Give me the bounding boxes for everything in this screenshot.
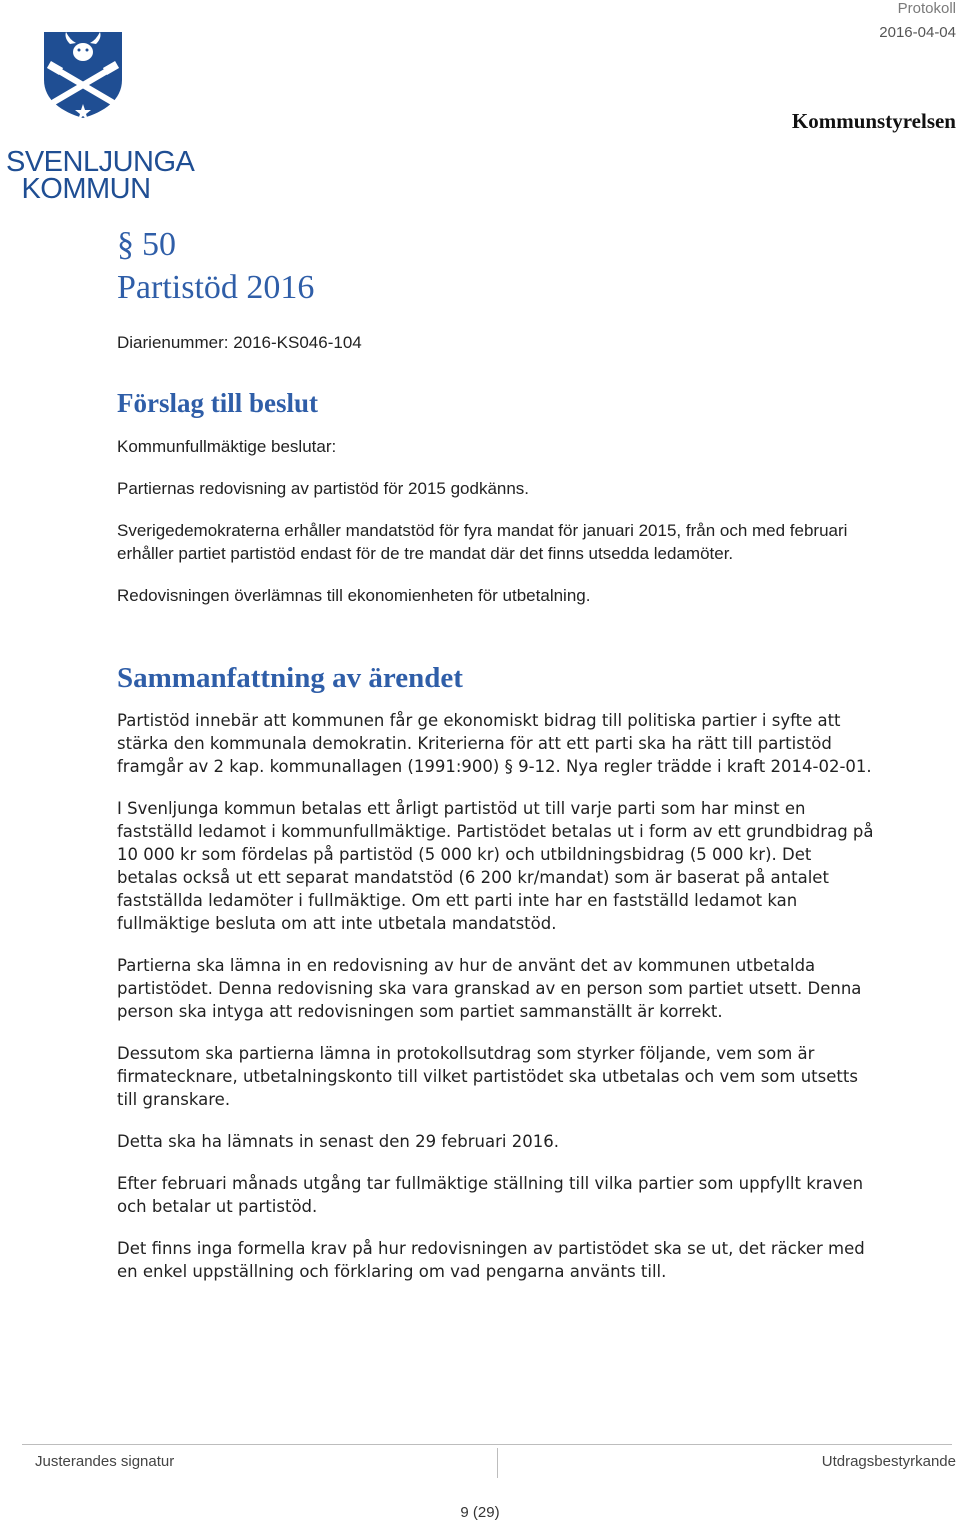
forslag-paragraph: Kommunfullmäktige beslutar: bbox=[117, 437, 337, 456]
sammanfattning-paragraph: I Svenljunga kommun betalas ett årligt partistöd ut till varje parti som har minst en fastställd ledamot i kommunfullmäktige. Partistödet betalas ut i form av ett grundbidrag på 10 000 kr som fördelas på partistöd (5 000 kr) och utbildningsbidrag (5 000 kr). Det betalas också ut ett separat mandatstöd (6 200 kr/mandat) som är baserat på antalet fastställda ledamöter i fullmäktige. Om ett parti inte har en fastställd ledamot kan fullmäktige besluta om att inte utbetala mandatstöd. bbox=[117, 799, 874, 933]
document-date: 2016-04-04 bbox=[879, 24, 956, 41]
sammanfattning-body bbox=[117, 709, 877, 1302]
sammanfattning-paragraph: Det finns inga formella krav på hur redovisningen av partistödet ska se ut, det räcker med en enkel uppställning och förklaring om vad pengarna använts till. bbox=[117, 1239, 865, 1281]
footer-vertical-divider bbox=[497, 1448, 498, 1478]
paragraph-number-row bbox=[117, 226, 176, 264]
sammanfattning-paragraph: Partistöd innebär att kommunen får ge ekonomiskt bidrag till politiska partier i syfte att stärka den kommunala demokratin. Kriterierna för att ett parti ska ha rätt till partistöd framgår av 2 kap. kommunallagen (1991:900) § 9-12. Nya regler trädde i kraft 2014-02-01. bbox=[117, 711, 872, 776]
section-heading-sammanfattning: Sammanfattning av ärendet bbox=[117, 662, 463, 694]
organ-name: Kommunstyrelsen bbox=[791, 109, 956, 133]
forslag-body bbox=[117, 435, 897, 626]
sammanfattning-paragraph: Partierna ska lämna in en redovisning av hur de använt det av kommunen utbetalda partistödet. Denna redovisning ska vara granskad av en person som partiet utsett. Denna person ska intyga att redovisningen som partiet sammanställt är korrekt. bbox=[117, 956, 862, 1021]
diarienummer: Diarienummer: 2016-KS046-104 bbox=[117, 333, 362, 352]
utdragsbestyrkande-label: Utdragsbestyrkande bbox=[821, 1453, 956, 1470]
justerandes-signatur-label: Justerandes signatur bbox=[35, 1453, 175, 1470]
logo-text-line1: SVENLJUNGA bbox=[6, 146, 195, 178]
sammanfattning-paragraph: Detta ska ha lämnats in senast den 29 februari 2016. bbox=[117, 1132, 559, 1151]
forslag-paragraph: Sverigedemokraterna erhåller mandatstöd för fyra mandat för januari 2015, från och med februari erhåller partiet partistöd endast för de tre mandat där det finns utsedda ledamöter. bbox=[117, 521, 848, 563]
coat-of-arms-icon bbox=[0, 28, 170, 120]
forslag-paragraph: Partiernas redovisning av partistöd för 2015 godkänns. bbox=[117, 479, 530, 498]
item-title: Partistöd 2016 bbox=[117, 269, 315, 306]
footer-divider-line bbox=[22, 1444, 952, 1445]
municipality-logo bbox=[0, 28, 195, 205]
forslag-paragraph: Redovisningen överlämnas till ekonomienheten för utbetalning. bbox=[117, 586, 591, 605]
paragraph-number: 50 bbox=[142, 226, 176, 263]
sammanfattning-paragraph: Dessutom ska partierna lämna in protokollsutdrag som styrker följande, vem som är firmatecknare, utbetalningskonto till vilket partistödet ska utbetalas och vem som utsetts till granskare. bbox=[117, 1044, 858, 1109]
logo-text-line2: KOMMUN bbox=[21, 173, 151, 205]
page-number: 9 (29) bbox=[460, 1504, 500, 1521]
paragraph-sign: § bbox=[117, 226, 134, 263]
document-type: Protokoll bbox=[897, 0, 956, 17]
section-heading-forslag: Förslag till beslut bbox=[117, 388, 318, 418]
sammanfattning-paragraph: Efter februari månads utgång tar fullmäktige ställning till vilka partier som uppfyllt kraven och betalar ut partistöd. bbox=[117, 1174, 864, 1216]
